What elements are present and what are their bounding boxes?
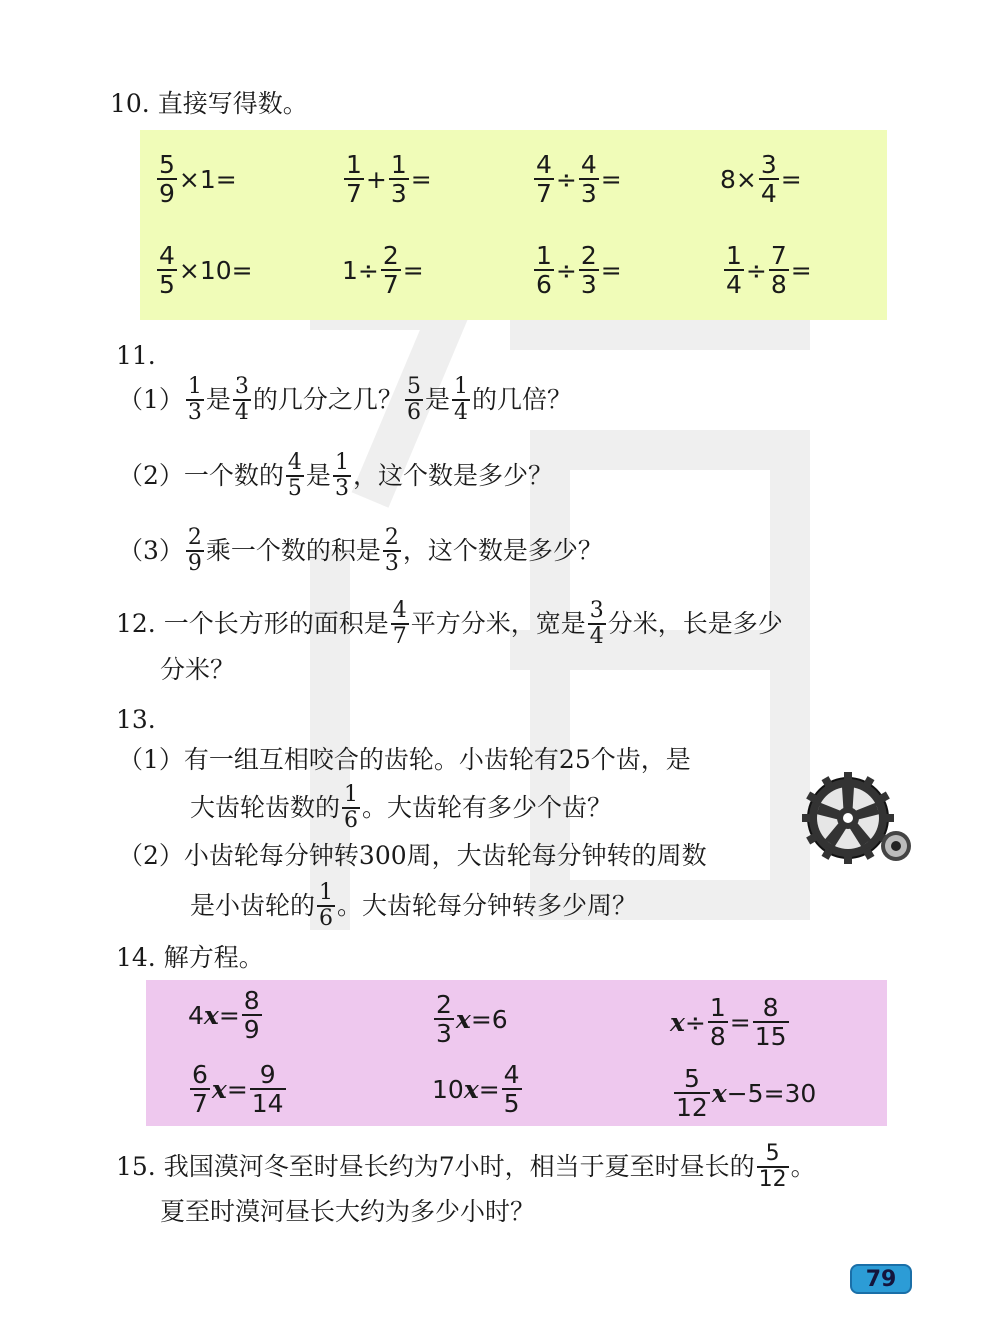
q14-eq4: $\frac{6}{7}$ x = $\frac{9}{14}$ <box>192 1060 284 1118</box>
page-number-badge <box>850 1264 912 1294</box>
q10-title: 10. 直接写得数。 <box>110 89 308 118</box>
q15-line2: 夏至时漠河昼长大约为多少小时？ <box>160 1197 536 1226</box>
q14-eq1: 4 x = $\frac{8}{9}$ <box>188 986 260 1044</box>
q12-line2: 分米？ <box>160 655 236 684</box>
q14-title: 14. 解方程。 <box>116 943 264 972</box>
page-number: 79 <box>865 1266 897 1292</box>
q13-title: 13. <box>116 705 156 734</box>
q14-eq3: x ÷ $\frac{1}{8}$ = $\frac{8}{15}$ <box>670 993 787 1051</box>
q13-p1-line1: （1） 有一组互相咬合的齿轮。小齿轮有25个齿，是 <box>118 745 691 774</box>
gears-icon <box>800 770 915 870</box>
q13-p1-line2: 大齿轮齿数的 $\frac{1}{6}$ 。大齿轮有多少个齿？ <box>190 782 613 833</box>
q11-p1: （1） $\frac{1}{3}$ 是 $\frac{3}{4}$ 的几分之几？ $\frac{5}{6}$ 是 $\frac{1}{4}$ 的几倍？ <box>118 374 572 425</box>
q14-eq2: $\frac{2}{3}$ x =6 <box>436 990 508 1048</box>
q10-r1-b: $\frac{1}{7}$ + $\frac{1}{3}$ = <box>346 150 432 208</box>
q10-r1-c: $\frac{4}{7}$ ÷ $\frac{4}{3}$ = <box>536 150 622 208</box>
q10-r2-c: $\frac{1}{6}$ ÷ $\frac{2}{3}$ = <box>536 241 622 299</box>
q10-r2-a: $\frac{4}{5}$ ×10= <box>159 241 253 299</box>
q11-p2: （2） 一个数的 $\frac{4}{5}$ 是 $\frac{1}{3}$ ，这个数是多少？ <box>118 450 553 501</box>
q10-r1-d: 8× $\frac{3}{4}$ = <box>720 150 802 208</box>
q12-line1: 12. 一个长方形的面积是 $\frac{4}{7}$ 平方分米，宽是 $\frac{3}{4}$ 分米，长是多少 <box>116 598 783 649</box>
q11-p3: （3） $\frac{2}{9}$ 乘一个数的积是 $\frac{2}{3}$ ，这个数是多少？ <box>118 525 603 576</box>
q13-p2-line2: 是小齿轮的 $\frac{1}{6}$ 。大齿轮每分钟转多少周？ <box>190 880 638 931</box>
q15-line1: 15. 我国漠河冬至时昼长约为7小时，相当于夏至时昼长的 $\frac{5}{12}$ 。 <box>116 1141 816 1192</box>
q10-r2-b: 1÷ $\frac{2}{7}$ = <box>342 241 424 299</box>
q11-title: 11. <box>116 341 156 370</box>
q14-eq5: 10 x = $\frac{4}{5}$ <box>432 1060 520 1118</box>
q14-eq6: $\frac{5}{12}$ x −5=30 <box>676 1064 817 1122</box>
q13-p2-line1: （2） 小齿轮每分钟转300周，大齿轮每分钟转的周数 <box>118 841 707 870</box>
q10-r2-d: $\frac{1}{4}$ ÷ $\frac{7}{8}$ = <box>726 241 812 299</box>
q10-r1-a: $\frac{5}{9}$ ×1= <box>159 150 237 208</box>
